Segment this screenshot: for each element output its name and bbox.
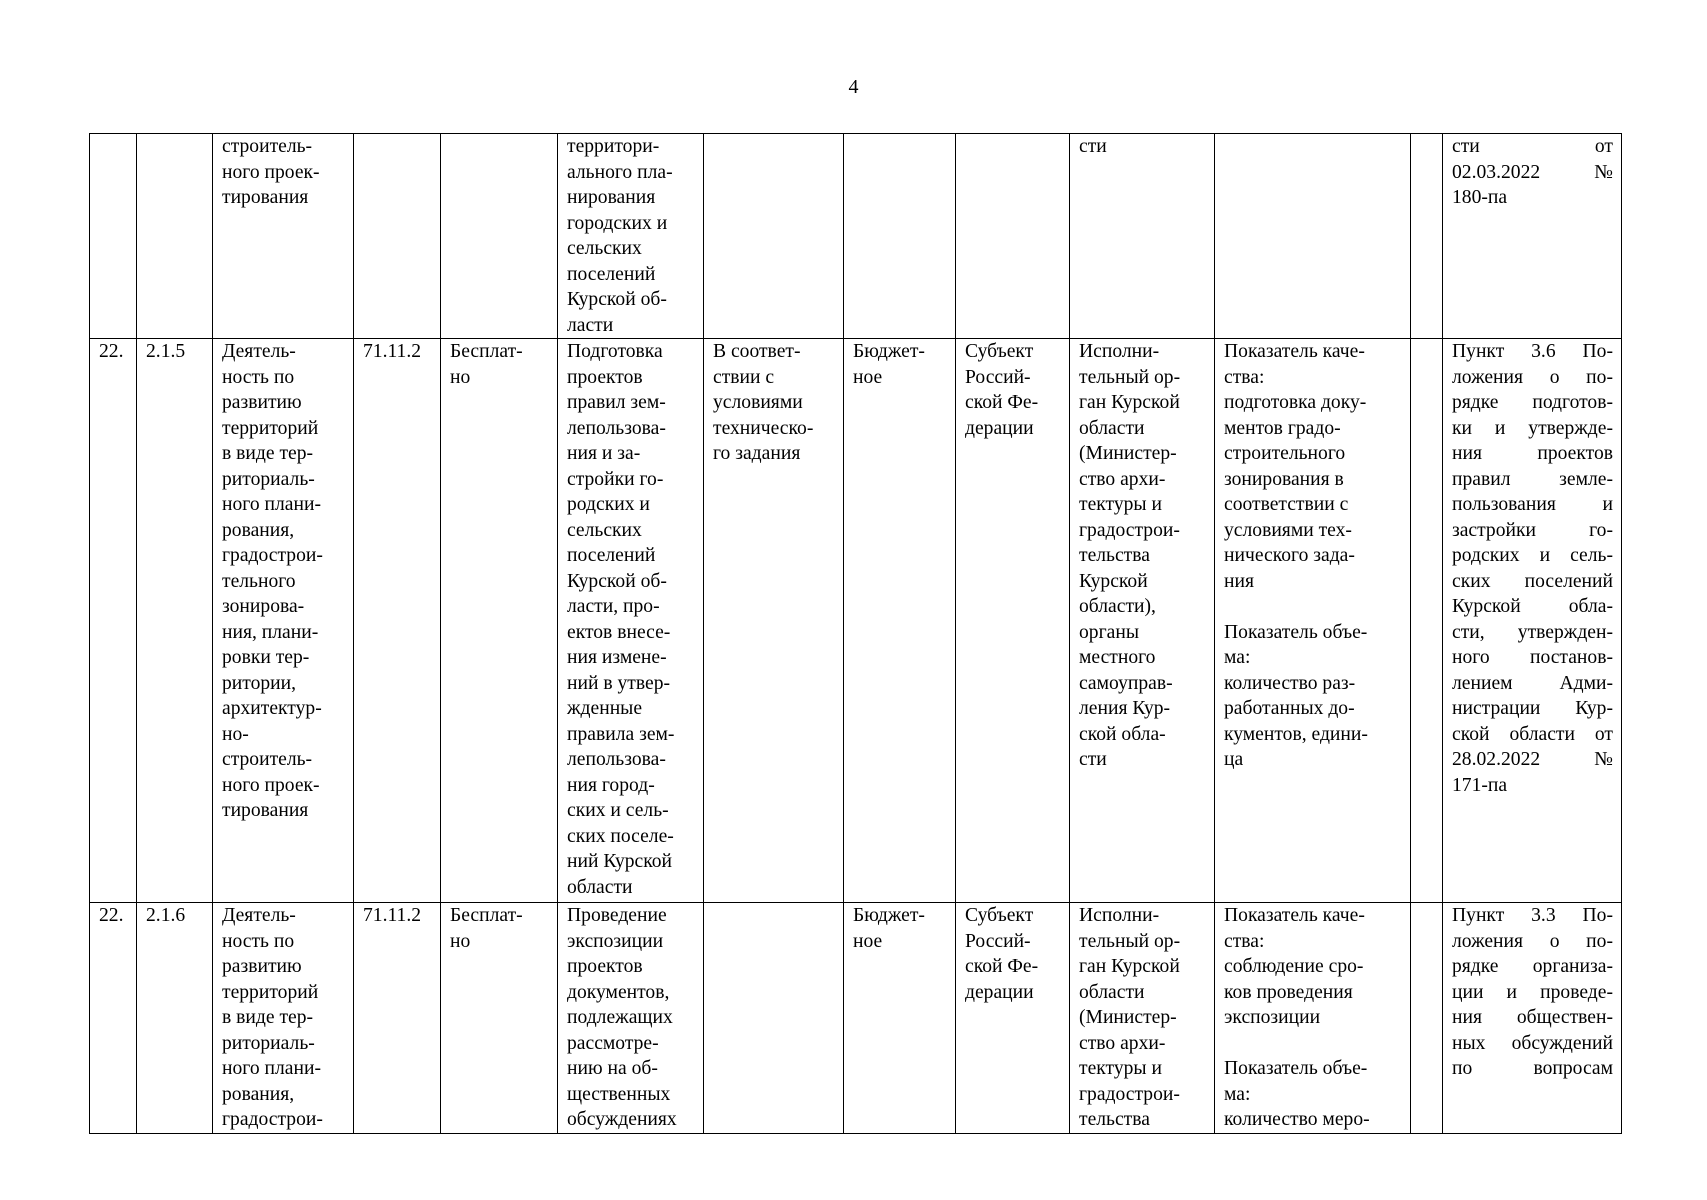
subject-cell: Субъект Россий- ской Фе- дерации (956, 339, 1070, 903)
subject-cell (956, 134, 1070, 339)
section-code-cell: 2.1.6 (137, 903, 213, 1134)
table-row (90, 903, 1622, 1134)
empty-cell (1411, 134, 1443, 339)
table-row (90, 134, 1622, 339)
payment-cell: Бесплат- но (441, 339, 558, 903)
legal-basis-cell: Пункт 3.3 По- ложения о по- рядке организа- ции и проведе- ния обществен- ных обсуждений по вопросам (1443, 903, 1622, 1134)
okved-code-cell: 71.11.2 (354, 339, 441, 903)
empty-cell (1411, 339, 1443, 903)
conditions-cell: В соответ- ствии с условиями техническо- го задания (704, 339, 844, 903)
table-row (90, 339, 1622, 903)
activity-cell: Деятель- ность по развитию территорий в виде тер- риториаль- ного плани- рования, градострои- тельного зонирова- ния, плани- ровки тер- ритории, архитектур- но- строитель- ного проек- тирования (213, 339, 354, 903)
okved-code-cell: 71.11.2 (354, 903, 441, 1134)
okved-code-cell (354, 134, 441, 339)
funding-cell (844, 134, 956, 339)
authority-cell: Исполни- тельный ор- ган Курской области (Министер- ство архи- тектуры и градострои- тельства (1070, 903, 1215, 1134)
service-content-cell: Подготовка проектов правил зем- лепользова- ния и за- стройки го- родских и сельских поселений Курской об- ласти, про- ектов внесе- ния измене- ний в утвер- жденные правила зем- лепользова- ния город- ских и сель- ских поселе- ний Курской области (558, 339, 704, 903)
row-number-cell: 22. (90, 339, 137, 903)
subject-cell: Субъект Россий- ской Фе- дерации (956, 903, 1070, 1134)
authority-cell: Исполни- тельный ор- ган Курской области (Министер- ство архи- тектуры и градострои- тельства Курской области), органы местного самоуправ- ления Кур- ской обла- сти (1070, 339, 1215, 903)
section-code-cell (137, 134, 213, 339)
empty-cell (1411, 903, 1443, 1134)
section-code-cell: 2.1.5 (137, 339, 213, 903)
legal-basis-cell: Пункт 3.6 По- ложения о по- рядке подготов- ки и утвержде- ния проектов правил земле- пользования и застройки го- родских и сель- ских поселений Курской обла- сти, утвержден- ного постанов- лением Адми- нистрации Кур- ской области от 28.02.2022 № 171-па (1443, 339, 1622, 903)
row-number-cell (90, 134, 137, 339)
funding-cell: Бюджет- ное (844, 903, 956, 1134)
funding-cell: Бюджет- ное (844, 339, 956, 903)
activity-cell: Деятель- ность по развитию территорий в виде тер- риториаль- ного плани- рования, градострои- (213, 903, 354, 1134)
indicators-cell: Показатель каче- ства: подготовка доку- ментов градо- строительного зонирования в соответствии с условиями тех- нического зада- ния Показатель объе- ма: количество раз- работанных до- кументов, едини- ца (1215, 339, 1411, 903)
services-table (89, 133, 1622, 1134)
conditions-cell (704, 903, 844, 1134)
authority-cell: сти (1070, 134, 1215, 339)
payment-cell (441, 134, 558, 339)
service-content-cell: Проведение экспозиции проектов документов, подлежащих рассмотре- нию на об- щественных обсуждениях (558, 903, 704, 1134)
legal-basis-cell: сти от 02.03.2022 № 180-па (1443, 134, 1622, 339)
page-number: 4 (848, 76, 859, 98)
payment-cell: Бесплат- но (441, 903, 558, 1134)
activity-cell: строитель- ного проек- тирования (213, 134, 354, 339)
row-number-cell: 22. (90, 903, 137, 1134)
service-content-cell: территори- ального пла- нирования городских и сельских поселений Курской об- ласти (558, 134, 704, 339)
conditions-cell (704, 134, 844, 339)
indicators-cell: Показатель каче- ства: соблюдение сро- ков проведения экспозиции Показатель объе- ма: количество меро- (1215, 903, 1411, 1134)
indicators-cell (1215, 134, 1411, 339)
